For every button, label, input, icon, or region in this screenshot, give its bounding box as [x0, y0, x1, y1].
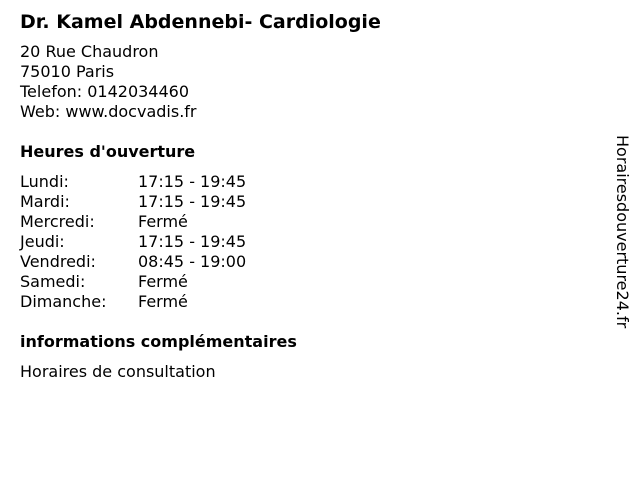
time-value: Fermé [138, 292, 188, 311]
info-text: Horaires de consultation [20, 362, 216, 381]
time-value: Fermé [138, 212, 188, 231]
hours-row-friday [20, 252, 600, 272]
day-label: Dimanche: [20, 292, 107, 311]
hours-row-saturday [20, 272, 600, 292]
time-value: 17:15 - 19:45 [138, 232, 247, 251]
time-value: 08:45 - 19:00 [138, 252, 247, 271]
phone-number: Telefon: 0142034460 [20, 82, 190, 101]
time-value: 17:15 - 19:45 [138, 172, 247, 191]
hours-row-monday [20, 172, 600, 192]
address-city: 75010 Paris [20, 62, 115, 81]
day-label: Jeudi: [20, 232, 65, 251]
address-block [20, 42, 600, 122]
time-value: Fermé [138, 272, 188, 291]
day-label: Mardi: [20, 192, 70, 211]
hours-row-thursday [20, 232, 600, 252]
hours-row-tuesday [20, 192, 600, 212]
website: Web: www.docvadis.fr [20, 102, 197, 121]
hours-section-title: Heures d'ouverture [20, 142, 196, 161]
hours-table [20, 172, 600, 312]
day-label: Mercredi: [20, 212, 95, 231]
business-card [20, 10, 600, 382]
address-street: 20 Rue Chaudron [20, 42, 159, 61]
page-title: Dr. Kamel Abdennebi- Cardiologie [20, 11, 381, 33]
hours-row-sunday [20, 292, 600, 312]
day-label: Samedi: [20, 272, 86, 291]
info-section-title: informations complémentaires [20, 332, 297, 351]
time-value: 17:15 - 19:45 [138, 192, 247, 211]
hours-row-wednesday [20, 212, 600, 232]
day-label: Vendredi: [20, 252, 96, 271]
site-watermark: Horairesdouverture24.fr [613, 135, 632, 329]
day-label: Lundi: [20, 172, 69, 191]
